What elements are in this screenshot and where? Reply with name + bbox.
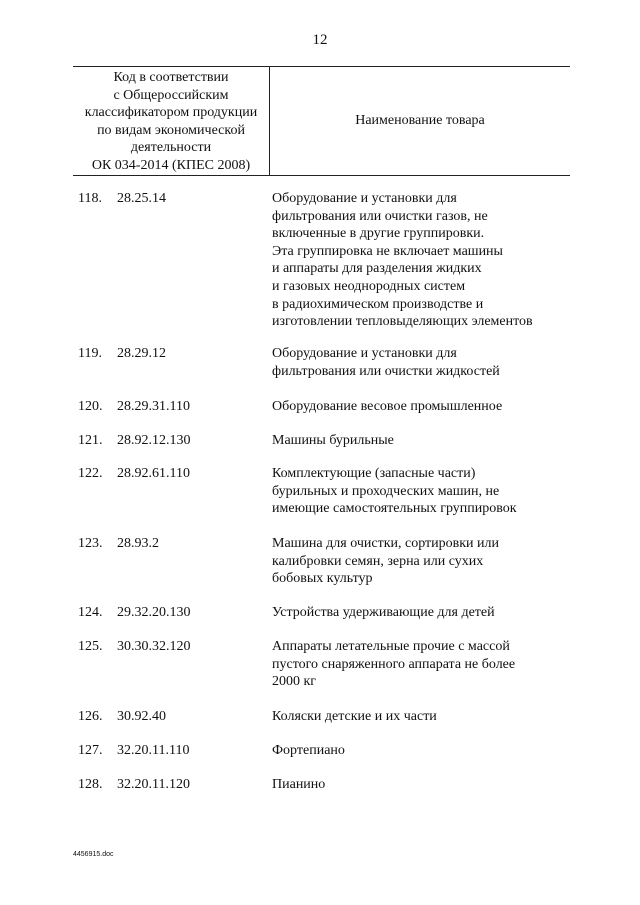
row-number: 122. — [78, 466, 103, 481]
page-number: 12 — [312, 32, 328, 48]
row-name-line: бурильных и проходческих машин, не — [272, 483, 500, 499]
row-name-line: пустого снаряженного аппарата не более — [272, 656, 516, 672]
table-header — [73, 66, 570, 176]
header-code-column — [73, 69, 269, 175]
row-code: 30.30.32.120 — [117, 639, 191, 654]
row-name-line: фильтрования или очистки жидкостей — [272, 363, 500, 379]
row-code: 32.20.11.120 — [117, 777, 190, 792]
row-name-line: Оборудование и установки для — [272, 191, 457, 206]
row-name — [272, 345, 572, 380]
row-name — [272, 638, 572, 691]
header-code-line: деятельности — [130, 140, 212, 156]
row-number: 126. — [78, 709, 103, 724]
row-name — [272, 742, 572, 760]
row-code: 29.32.20.130 — [117, 605, 191, 620]
row-number: 123. — [78, 536, 103, 551]
row-name-line: и аппараты для разделения жидких — [272, 261, 482, 277]
row-number: 124. — [78, 605, 103, 620]
row-name — [272, 535, 572, 588]
row-name-line: Машины бурильные — [272, 433, 394, 448]
row-name — [272, 776, 572, 794]
row-code: 28.29.31.110 — [117, 399, 190, 414]
row-name — [272, 432, 572, 450]
row-name-line: калибровки семян, зерна или сухих — [272, 553, 484, 569]
row-name-line: Эта группировка не включает машины — [272, 243, 503, 259]
row-name-line: Пианино — [272, 777, 326, 792]
row-number: 119. — [78, 346, 102, 361]
row-name — [272, 190, 572, 331]
row-name-line: Коляски детские и их части — [272, 709, 437, 724]
row-name-line: имеющие самостоятельных группировок — [272, 501, 517, 517]
row-number: 128. — [78, 777, 103, 792]
header-code-line: классификатором продукции — [84, 105, 258, 121]
header-name-column: Наименование товара — [355, 113, 485, 128]
row-number: 127. — [78, 743, 103, 758]
row-code: 28.29.12 — [117, 346, 166, 361]
row-name-line: Машина для очистки, сортировки или — [272, 536, 500, 551]
row-name-line: Комплектующие (запасные части) — [272, 466, 476, 481]
row-code: 28.92.12.130 — [117, 433, 191, 448]
row-name-line: изготовлении тепловыделяющих элементов — [272, 314, 533, 330]
row-name-line: Устройства удерживающие для детей — [272, 605, 495, 620]
row-name-line: включенные в другие группировки. — [272, 226, 485, 242]
header-code-line: по видам экономической — [97, 122, 245, 138]
row-code: 28.25.14 — [117, 191, 166, 206]
row-code: 28.93.2 — [117, 536, 159, 551]
row-name-line: Оборудование и установки для — [272, 346, 457, 361]
header-code-line: ОК 034-2014 (КПЕС 2008) — [91, 157, 251, 173]
row-name-line: и газовых неоднородных систем — [272, 278, 466, 294]
row-number: 121. — [78, 433, 103, 448]
row-name-line: в радиохимическом производстве и — [272, 296, 484, 312]
row-name-line: 2000 кг — [272, 674, 317, 690]
row-name — [272, 604, 572, 622]
row-number: 125. — [78, 639, 103, 654]
row-name-line: Фортепиано — [272, 743, 345, 758]
row-code: 32.20.11.110 — [117, 743, 190, 758]
row-name — [272, 708, 572, 726]
row-name-line: бобовых культур — [272, 571, 373, 587]
row-number: 120. — [78, 399, 103, 414]
row-name — [272, 398, 572, 416]
row-name — [272, 465, 572, 518]
row-name-line: Оборудование весовое промышленное — [272, 399, 503, 414]
row-name-line: Аппараты летательные прочие с массой — [272, 639, 510, 654]
row-code: 28.92.61.110 — [117, 466, 190, 481]
document-filename: 4456915.doc — [73, 851, 114, 858]
row-number: 118. — [78, 191, 102, 206]
row-name-line: фильтрования или очистки газов, не — [272, 208, 488, 224]
header-code-line: с Общероссийским — [113, 87, 229, 103]
row-code: 30.92.40 — [117, 709, 166, 724]
header-code-line: Код в соответствии — [113, 70, 229, 85]
